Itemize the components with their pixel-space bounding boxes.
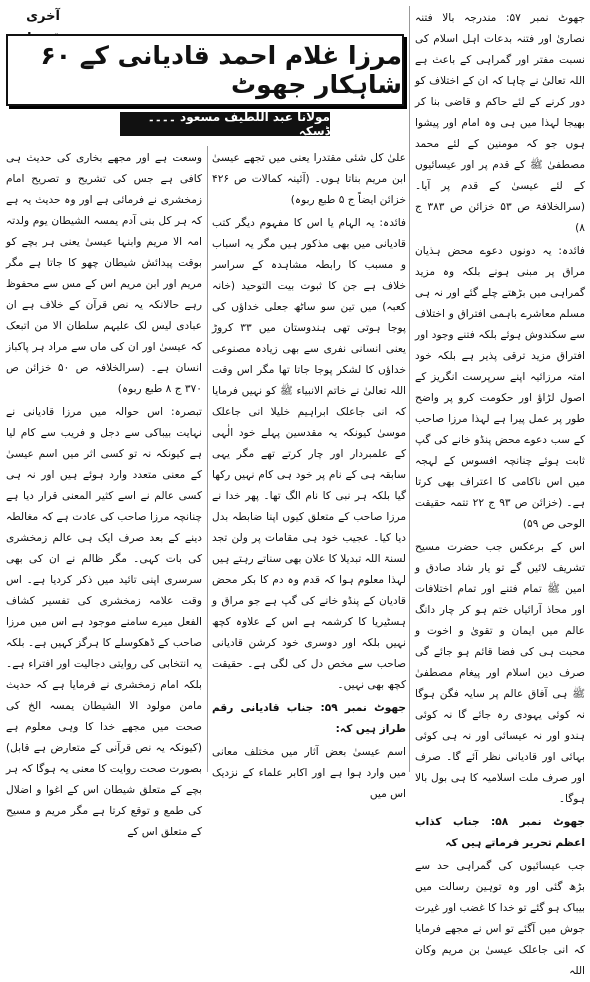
section-heading: جھوٹ نمبر ۵۸: جناب کذاب اعظم تحریر فرماتے ہیں کہ xyxy=(415,816,585,849)
paragraph: تبصرہ: اس حوالہ میں مرزا قادیانی نے نہایت بیباکی سے دجل و فریب سے کام لیا ہے کیونکہ نہ تو کسی اثر میں اسم عیسیٰ کے معنی متعدد وارد ہوئے ہیں اور نہ ہی کسی عالم نے اسے کثیر المعنی قرار دیا ہے چنانچہ مرزا صاحب کی عادت ہے کہ مغالطہ دینے کے بعد صرف ایک ہی عالم زمخشری کی بات کہی۔ مگر ظالم نے ان کی بھی سرسری اپنی تائید میں ذکر کردیا ہے۔ اس وقت علامہ زمخشری کی تفسیر کشاف الفعل میرے سامنے موجود ہے اس میں مرزا صاحب کے ڈھکوسلے کا ہرگز کہیں ہے۔ بلکہ یہ انتخابی کی روایتی دجالیت اور افتراء ہے۔ بلکہ امام زمخشری نے فرمایا ہے کہ حدیث مامن مولود الا الشیطان یمسہ الخ کی صحت میں مجھے خدا کا وہی معلوم ہے (کیونکہ یہ نص قرآنی کے متعارض ہے قابل) بصورت صحت روایت کا معنی یہ ہوگا کہ ہر بچے کے متعلق شیطان اس کے اغوا و اضلال کی طمع و توقع کرتا ہے مگر مریم و مسیح کے متعلق اس کے xyxy=(6,406,202,838)
column-right xyxy=(415,8,586,977)
paragraph: وسعت ہے اور مجھے بخاری کی حدیث ہی کافی ہے جس کی تشریح و تصریح امام زمخشری نے فرمائی ہے اور وہ حدیث یہ ہے کہ ہر کل بنی آدم یمسہ الشیطان یوم ولدتہ امہ الا مریم وابنہا عیسیٰ یعنی ہر بچے کو بوقت پیدائش شیطان چھو کا جاتا ہے مگر مریم اور ابن مریم اس کے مس سے محفوظ رہے حالانکہ یہ نص قرآن کے خلاف ہے ان عبادی لیس لک علیہم سلطان الا من اتبعک کہ عیسیٰ اور ان کی ماں سے مراد ہر پاکباز انسان ہے۔ (سرالخلافہ ص ۵۰ خزائن ص ۳۷۰ ج ۸ طبع ربوہ) xyxy=(6,152,202,395)
paragraph: اس کے برعکس جب حضرت مسیح تشریف لائیں گے تو یار شاد صادق و امین ﷺ تمام فتنے اور تمام اختلافات اور محاذ آرائیاں ختم ہو کر چار دانگ عالم میں ایمان و تقویٰ و اخوت و محبت ہی کی فضا قائم ہو جائے گی صرف دین اسلام اور پیغام مصطفیٰ ﷺ ہی آفاق عالم پر سایہ فگن ہوگا نہ کوئی یہودی رہ جائے گا نہ کوئی ہندو اور نہ عیسائی اور نہ ہی کوئی بہائی اور قادیانی نظر آئے گا۔ صرف اور صرف ملت اسلامیہ کا ہی بول بالا ہوگا۔ xyxy=(415,541,585,805)
paragraph: جھوٹ نمبر ۵۷: مندرجہ بالا فتنہ نصاریٰ اور فتنہ بدعات اہل اسلام کی نسبت مفتر اور گمراہی کے باعث ہے اللہ تعالیٰ نے چاہا کہ ان کے اختلاف کو دور کرنے کے لئے حاکم و قاضی بنا کر بھیجا لہذا میں ہی وہ امام اور پیشوا ہوں جو کہ مومنین کے لئے محمد مصطفیٰ ﷺ کے قدم پر اور عیسائیوں کے لئے عیسیٰ کے قدم پر آیا۔ (سرالخلافۃ ص ۵۳ خزائن ص ۳۸۳ ج ۸) xyxy=(415,12,586,234)
headline: مرزا غلام احمد قادیانی کے ۶۰ شاہکار جھوٹ xyxy=(6,34,404,106)
section-heading: جھوٹ نمبر ۵۹: جناب قادیانی رقم طراز ہیں کہ: xyxy=(212,702,406,735)
paragraph: فائدہ: یہ دونوں دعوے محض ہذیان مراق پر مبنی ہونے بلکہ وہ مزید گمراہی میں بڑھتے چلے گئے اور نہ ہی مسلم معاشرے باہمی افتراق و اختلاف سے سکندوش ہوئے بلکہ فتنے وجود اور افتراق مزید ترقی پذیر ہے بلکہ خود امتہ مرزائیہ اپنے سرپرست انگریز کے اصول لڑاؤ اور حکومت کرو پر واضح طور پر عمل پیرا ہے لہذا مرزا صاحب کے سب دعوے محض پنڈو خانے کی گپ ثابت ہوئے چنانچہ افسوس کے لہجہ میں اس ناکامی کا اعتراف بھی کرتا ہے۔ (خزائن ص ۹۳ ج ۲۲ تتمہ حقیقت الوحی ص ۵۹) xyxy=(415,245,586,530)
quote-paragraph: جب عیسائیوں کی گمراہی حد سے بڑھ گئی اور وہ توہین رسالت میں بیباک ہو گئے تو خدا کا غضب اور غیرت جوش میں آگئے تو اس نے مجھے فرمایا کہ انی جاعلک عیسیٰ بن مریم وکان اللہ xyxy=(415,860,585,977)
paragraph: علیٰ کل شئی مقتدرا یعنی میں تجھے عیسیٰ ابن مریم بناتا ہوں۔ (آئینہ کمالات ص ۴۲۶ خزائن ایضاً ج ۵ طبع ربوہ) xyxy=(212,152,406,206)
column-divider xyxy=(409,6,410,772)
column-divider xyxy=(207,146,208,772)
byline: مولانا عبد اللطیف مسعود ۔۔۔۔ ڈسکہ xyxy=(120,112,330,136)
quote-paragraph: اسم عیسیٰ بعض آثار میں مختلف معانی میں وارد ہوا ہے اور اکابر علماء کے نزدیک اس میں xyxy=(212,746,406,800)
column-middle xyxy=(212,148,406,800)
column-left xyxy=(6,148,202,838)
paragraph: فائدہ: یہ الہام یا اس کا مفہوم دیگر کتب قادیانی میں بھی مذکور ہیں مگر یہ اسباب و مسبب کا رابطہ مشاہدہ کے سراسر خلاف ہے جن کا ثبوت بیت التوحید (خانہ کعبہ) میں تین سو ساٹھ جعلی خداؤں کی پوجا ہوتی تھی ہندوستان میں ۳۳ کروڑ یعنی انسانی نفری سے بھی زیادہ مصنوعی خداؤں کا لشکر پوجا جاتا تھا مگر اس وقت اللہ تعالیٰ نے خاتم الانبیاء ﷺ کو نہیں فرمایا کہ انی جاعلک ابراہیم خلیلا انی جاعلک موسیٰ کیونکہ یہ مقدسین پہلے خود الٰہی کے علمبردار اور چار کرتے تھے مگر یہی سابقہ ہی کے نام پر خود ہی کام نہیں رکھا گیا بلکہ ہر نبی کا نام الگ تھا۔ پھر خدا نے مرزا صاحب کے متعلق کیوں اپنا ضابطہ بدل دیا کیا۔ عجیب خود ہی مقامات پر ولن تجد لسنۃ اللہ تبدیلا کا علان بھی سناتے رہتے ہیں لہذا معلوم ہوا کہ قدم وہ دم کا بکر محض قادیان کے پنڈو خانے کی گپ ہے جو مراق و ہسٹیریا کا کرشمہ ہے اس کے علاوہ کچھ نہیں بلکہ اور دوسری خود کرشن قادیانی صاحب سے مخص دل کی لگی ہے۔ حقیقت کچھ بھی نہیں۔ xyxy=(212,217,406,691)
final-installment-tag: آخری xyxy=(26,9,60,24)
